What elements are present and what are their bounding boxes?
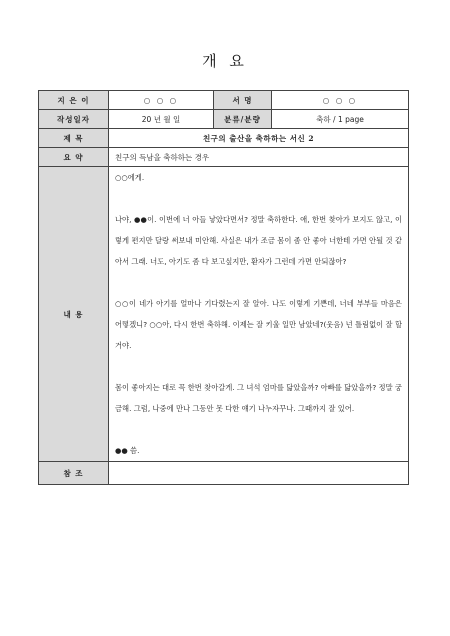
summary-label: 요 약: [39, 148, 109, 167]
document-form: [38, 90, 409, 485]
summary-row: [39, 148, 409, 167]
date-label: 작성일자: [39, 110, 109, 129]
subject-row: [39, 129, 409, 148]
author-value: ○ ○ ○: [109, 91, 214, 110]
content-paragraph-1: 나야, ●●이. 이번에 너 아들 낳았다면서? 정말 축하한다. 애, 한번 찾아가 보지도 않고, 이렇게 편지만 달랑 써보내 미안해. 사실은 내가 조금 몸이 좀 안 좋아 너한테 가면 안될 것 같아서 그래. 너도, 아기도 좀 다 보고싶지만, 환자가 그런데 가면 안되잖아?: [115, 215, 402, 266]
category-label: 분류/분량: [214, 110, 272, 129]
content-body: [109, 167, 409, 462]
page-title: 개 요: [202, 52, 248, 70]
name-value: ○ ○ ○: [272, 91, 409, 110]
reference-row: [39, 462, 409, 485]
content-paragraph-2: ○○이 네가 아기를 얼마나 기다렸는지 잘 알아. 나도 이렇게 기쁜데, 너네 부부들 마음은 어떻겠니? ○○아, 다시 한번 축하해. 이제는 잘 키울 일만 남았네?(웃음) 넌 틀림없이 잘 할거야.: [115, 299, 402, 350]
content-paragraph-3: 몸이 좋아지는 대로 꼭 한번 찾아갈게. 그 녀석 엄마를 닮았을까? 아빠를 닮았을까? 정말 궁금해. 그럼, 나중에 만나 그동안 못 다한 얘기 나누자꾸나. 그때까지 잘 있어.: [115, 383, 402, 413]
author-label: 지 은 이: [39, 91, 109, 110]
content-signature: ●● 씀.: [115, 446, 140, 455]
summary-value: 친구의 득남을 축하하는 경우: [109, 148, 409, 167]
subject-value: 친구의 출산을 축하하는 서신 2: [109, 129, 409, 148]
name-label: 서 명: [214, 91, 272, 110]
content-label: 내 용: [39, 167, 109, 462]
category-value: 축하 / 1 page: [272, 110, 409, 129]
reference-value: [109, 462, 409, 485]
subject-label: 제 목: [39, 129, 109, 148]
content-greeting: ○○에게.: [115, 173, 145, 182]
content-row: [39, 167, 409, 462]
date-value: 20 년 월 일: [109, 110, 214, 129]
date-row: [39, 110, 409, 129]
author-row: [39, 91, 409, 110]
reference-label: 참 조: [39, 462, 109, 485]
